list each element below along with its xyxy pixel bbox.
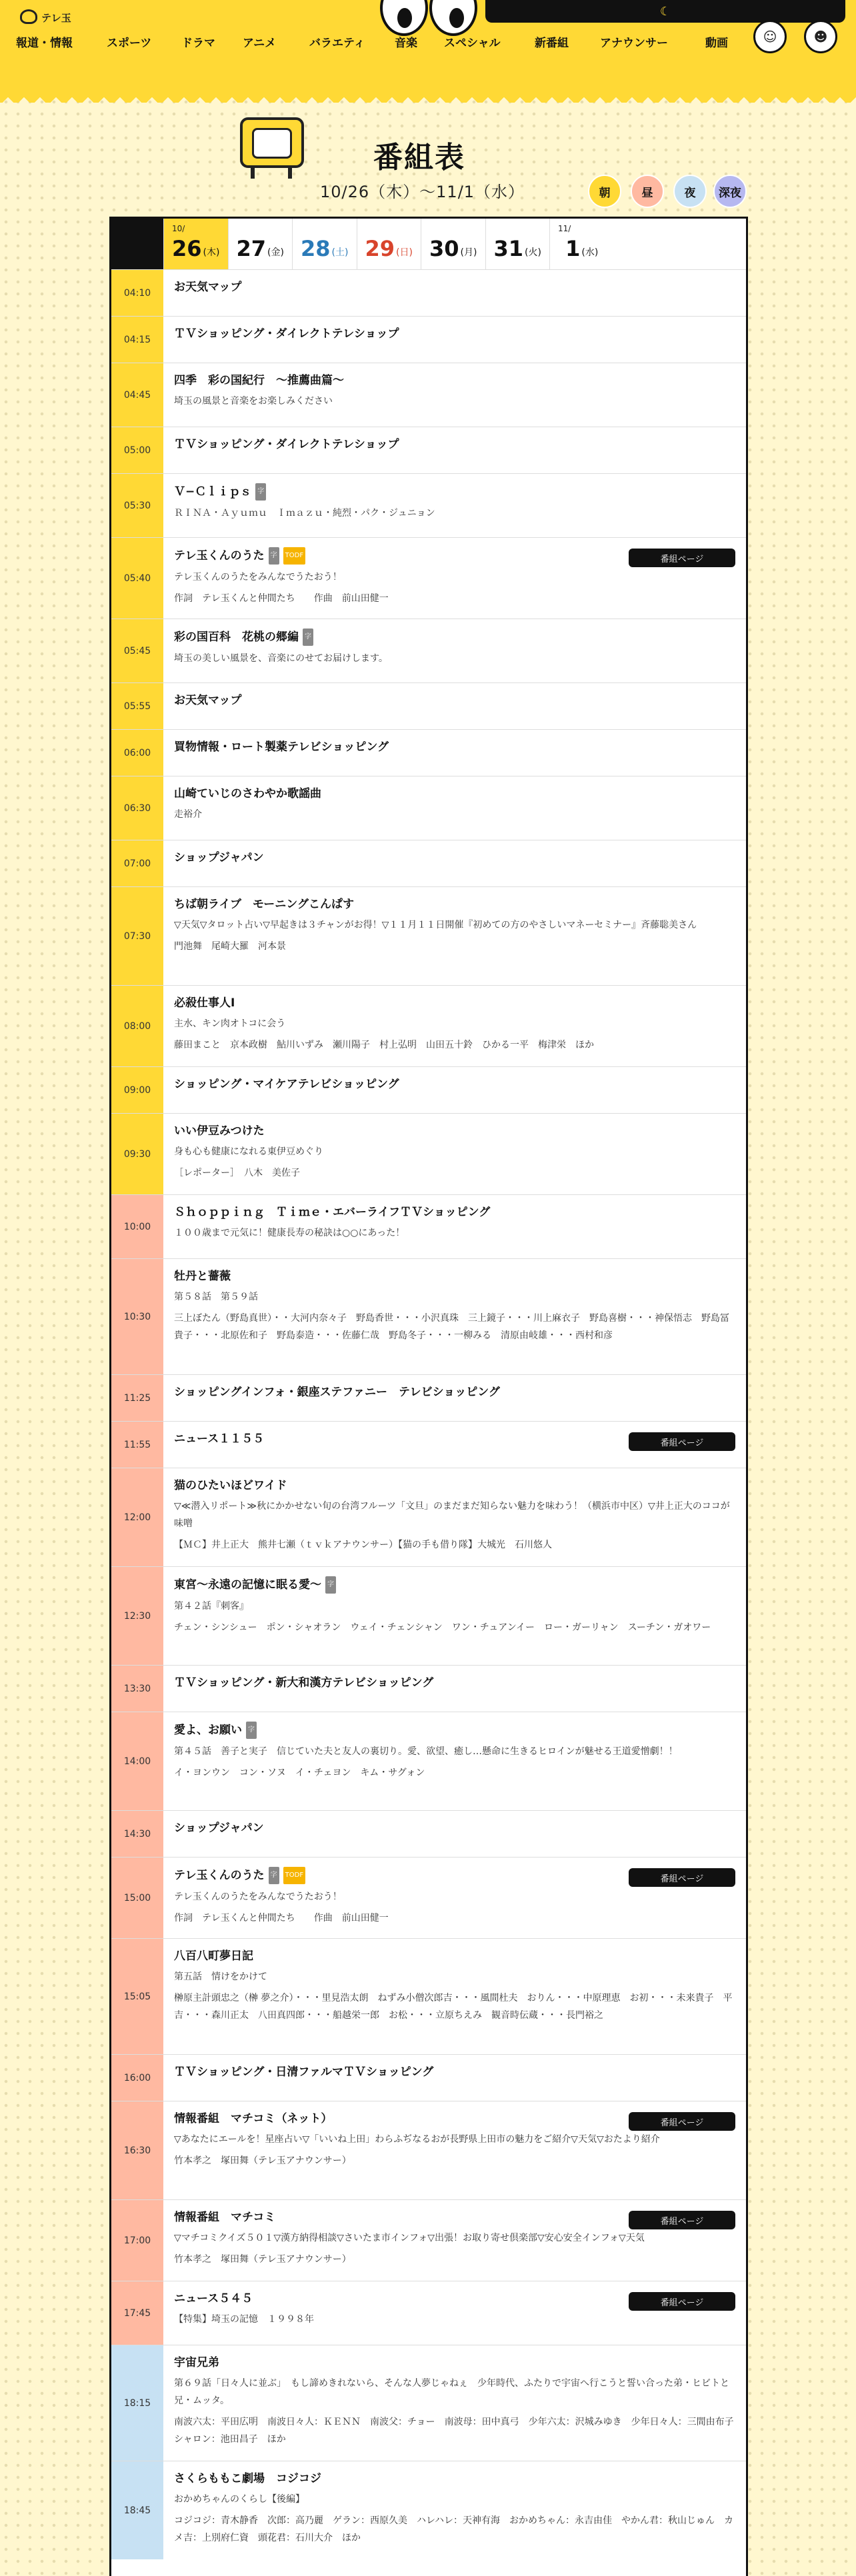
subtitle-badge: 字 [246, 1722, 257, 1739]
day-tab[interactable] [163, 219, 228, 269]
mascot-icon [20, 9, 37, 24]
program-time: 18:45 [111, 2461, 163, 2559]
program-row[interactable] [111, 2345, 746, 2461]
program-content [174, 373, 735, 410]
program-title[interactable]: 情報番組 マチコミ [174, 2211, 276, 2224]
program-title[interactable]: Ｖ−Ｃｌｉｐｓ 字 [174, 483, 735, 501]
program-time: 12:00 [111, 1468, 163, 1566]
program-page-button[interactable]: 番組ページ [629, 1432, 735, 1451]
program-title[interactable]: ＴＶショッピング・新大和漢方テレビショッピング [174, 1676, 434, 1690]
program-title[interactable]: 牡丹と薔薇 [174, 1270, 231, 1283]
day-tabs [111, 219, 746, 269]
program-time: 18:15 [111, 2345, 163, 2461]
program-time: 11:55 [111, 1422, 163, 1468]
program-description: ［レポーター］ 八木 美佐子 [174, 1168, 300, 1178]
nav-news[interactable]: 報道・情報 [16, 37, 73, 50]
program-page-button[interactable]: 番組ページ [629, 2112, 735, 2131]
program-description: 走裕介 [174, 809, 202, 820]
program-title[interactable]: Ｓｈｏｐｐｉｎｇ Ｔｉｍｅ・エバーライフＴＶショッピング [174, 1206, 491, 1219]
eye-left-icon [380, 0, 428, 36]
program-row[interactable] [111, 619, 746, 682]
nav-new-programs[interactable]: 新番組 [535, 37, 569, 50]
program-title[interactable]: 四季 彩の国紀行 〜推薦曲篇〜 [174, 374, 344, 387]
nav-drama[interactable]: ドラマ [181, 37, 215, 50]
program-title[interactable]: テレ玉くんのうた 字 TODF [174, 547, 735, 565]
program-row[interactable] [111, 2199, 746, 2281]
program-time: 06:00 [111, 730, 163, 776]
program-content [174, 2064, 735, 2080]
program-content [174, 2471, 735, 2547]
nav-special[interactable]: スペシャル [444, 37, 501, 50]
program-content [174, 850, 735, 866]
program-row[interactable] [111, 427, 746, 473]
tver-badge: TODF [283, 547, 305, 565]
program-row[interactable] [111, 1421, 746, 1468]
day-tab[interactable] [549, 219, 614, 269]
program-time: 17:00 [111, 2200, 163, 2281]
program-row[interactable] [111, 1066, 746, 1113]
program-page-button[interactable]: 番組ページ [629, 1868, 735, 1887]
program-time: 06:30 [111, 776, 163, 840]
program-title[interactable]: 彩の国百科 花桃の郷編 字 [174, 629, 735, 646]
program-content [174, 279, 735, 295]
program-content [174, 1576, 735, 1636]
program-page-button[interactable]: 番組ページ [629, 549, 735, 567]
program-time: 05:00 [111, 427, 163, 473]
nav-sports[interactable]: スポーツ [107, 37, 152, 50]
program-row[interactable] [111, 473, 746, 537]
program-description: おかめちゃんのくらし【後編】 [174, 2494, 305, 2505]
program-title[interactable]: 愛よ、お願い 字 [174, 1722, 735, 1739]
program-page-button[interactable]: 番組ページ [629, 2292, 735, 2311]
program-time: 05:30 [111, 474, 163, 537]
program-description: 第五話 情けをかけて [174, 1971, 267, 1982]
program-time: 12:30 [111, 1567, 163, 1665]
program-description: ▽≪潜入リポート≫秋にかかせない旬の台湾フルーツ「文旦」のまだまだ知らない魅力を味わう！（横浜市中区）▽井上正大のココが味噌 [174, 1501, 730, 1529]
program-title[interactable]: ＴＶショッピング・日清ファルマＴＶショッピング [174, 2065, 434, 2079]
program-description: 埼玉の風景と音楽をお楽しみください [174, 396, 333, 407]
program-title[interactable]: 買物情報・ロート製薬テレビショッピング [174, 740, 389, 754]
time-filter-button[interactable]: 夜 [673, 175, 707, 208]
day-tab-date: 26 [172, 236, 202, 261]
tab-corner [111, 219, 163, 269]
program-row[interactable] [111, 1810, 746, 1857]
program-description: チェン・シンシュー ポン・シャオラン ウェイ・チェンシャン ワン・チュアンイー ロー・ガーリャン スーチン・ガオワー [174, 1622, 711, 1633]
date-range: 10/26（木）〜11/1（水） [320, 183, 525, 201]
day-tab-weekday: (木) [203, 247, 220, 258]
program-description: コジコジ：青木静香 次郎：高乃麗 ゲラン：西原久美 ハレハレ：天神有海 おかめちゃん：永吉由佳 やかん君：秋山じゅん カメ吉：上別府仁資 頭花君：石川大介 ほか [174, 2515, 734, 2543]
program-row[interactable] [111, 1113, 746, 1194]
program-content [174, 326, 735, 342]
day-tab[interactable] [357, 219, 421, 269]
program-content [174, 739, 735, 755]
program-description: 第６９話「日々人に並ぶ」 もし諦めきれないら、そんな人夢じゃねぇ 少年時代、ふたりで宇宙へ行こうと誓い合った弟・ヒビトと兄・ムッタ。 [174, 2378, 729, 2406]
program-title[interactable]: 山崎ていじのさわやか歌謡曲 [174, 787, 321, 800]
program-title[interactable]: 猫のひたいほどワイド [174, 1479, 287, 1492]
program-description: テレ玉くんのうたをみんなでうたおう！ [174, 572, 342, 583]
program-row[interactable] [111, 1468, 746, 1566]
program-row[interactable] [111, 269, 746, 316]
program-description: 【特集】埼玉の記憶 １９９８年 [174, 2314, 314, 2325]
program-row[interactable] [111, 1566, 746, 1665]
program-description: １００歳まで元気に！健康長寿の秘訣は○○にあった！ [174, 1228, 405, 1238]
program-content [174, 995, 735, 1054]
program-content [174, 483, 735, 522]
program-content [174, 1204, 735, 1242]
time-filter-button[interactable]: 昼 [631, 175, 664, 208]
day-tab-weekday: (土) [331, 247, 349, 258]
program-description: 作詞 テレ玉くんと仲間たち 作曲 前山田健一 [174, 593, 389, 604]
moon-icon: ☾ [659, 4, 671, 19]
day-tab-weekday: (金) [267, 247, 284, 258]
program-time: 07:00 [111, 840, 163, 886]
program-content [174, 1820, 735, 1836]
program-row[interactable] [111, 886, 746, 985]
program-title[interactable]: ショッピングインフォ・銀座ステファニー テレビショッピング [174, 1386, 500, 1399]
subtitle-badge: 字 [325, 1576, 336, 1594]
program-row[interactable] [111, 1665, 746, 1712]
program-time: 14:30 [111, 1811, 163, 1857]
program-description: 第４２話『刺客』 [174, 1601, 249, 1612]
program-title[interactable]: ＴＶショッピング・ダイレクトテレショップ [174, 327, 399, 341]
program-description: 第４５話 善子と実子 信じていた夫と友人の裏切り。愛、欲望、癒し…懸命に生きるヒロインが魅せる王道愛憎劇！！ [174, 1746, 678, 1757]
day-tab[interactable] [421, 219, 485, 269]
subtitle-badge: 字 [269, 547, 279, 565]
day-tab-date: 29 [365, 236, 395, 261]
program-description: 榊原主計頭忠之（榊 夢之介）・・・里見浩太朗 ねずみ小僧次郎吉・・・風間杜夫 おりん・・・中原理恵 お初・・・未来貴子 平吉・・・森川正太 八田真四郎・・・船越栄一郎 お松・・・立原ちえみ 観音時伝蔵・・・長門裕之 [174, 1993, 733, 2021]
subtitle-badge: 字 [269, 1867, 279, 1884]
program-row[interactable] [111, 1374, 746, 1421]
program-description: 三上ぼたん（野島真世）・・大河内奈々子 野島香世・・・小沢真珠 三上鏡子・・・川上麻衣子 野島喜樹・・・神保悟志 野島冨貴子・・・北原佐和子 野島泰造・・・佐藤仁哉 野島冬子・・・一柳みる 清原由岐雄・・・西村和彦 [174, 1313, 729, 1341]
program-row[interactable] [111, 2281, 746, 2345]
program-title[interactable]: 八百八町夢日記 [174, 1949, 253, 1963]
program-title[interactable]: ＴＶショッピング・ダイレクトテレショップ [174, 438, 399, 451]
program-title[interactable]: 宇宙兄弟 [174, 2356, 219, 2369]
day-tab-date: 30 [429, 236, 459, 261]
program-description: 門池舞 尾崎大羅 河本景 [174, 941, 286, 952]
program-time: 09:00 [111, 1067, 163, 1113]
tver-badge: TODF [283, 1867, 305, 1884]
subtitle-badge: 字 [303, 629, 313, 646]
day-tab-date: 1 [565, 236, 581, 261]
program-title[interactable]: 必殺仕事人Ⅰ [174, 996, 235, 1010]
program-description: 主水、キン肉オトコに会う [174, 1018, 286, 1029]
program-time: 14:00 [111, 1712, 163, 1810]
day-tab-month: 10/ [172, 224, 185, 233]
program-time: 05:45 [111, 619, 163, 682]
program-content [174, 629, 735, 667]
program-title[interactable]: さくらももこ劇場 コジコジ [174, 2472, 321, 2485]
program-title[interactable]: お天気マップ [174, 281, 242, 294]
program-row[interactable] [111, 2101, 746, 2199]
program-row[interactable] [111, 729, 746, 776]
program-content [174, 1478, 735, 1554]
program-title[interactable]: ちば朝ライブ モーニングこんぱす [174, 898, 354, 911]
program-title[interactable]: ショップジャパン [174, 851, 264, 864]
program-time: 10:30 [111, 1259, 163, 1374]
program-description: 藤田まこと 京本政樹 鮎川いずみ 瀬川陽子 村上弘明 山田五十鈴 ひかる一平 梅津栄 ほか [174, 1040, 594, 1050]
program-time: 05:55 [111, 683, 163, 729]
program-time: 09:30 [111, 1114, 163, 1194]
program-title[interactable]: 情報番組 マチコミ（ネット） [174, 2112, 333, 2125]
program-row[interactable] [111, 2054, 746, 2101]
program-description: イ・ヨンウン コン・ソヌ イ・チェヨン キム・サグォン [174, 1768, 425, 1778]
program-description: ▽マチコミクイズ５０１▽漢方納得相談▽さいたま市インフォ▽出張！お取り寄せ倶楽部▽安心安全インフォ▽天気 [174, 2233, 645, 2243]
program-content [174, 2355, 743, 2448]
mascot-character-icon[interactable]: ☻ [804, 20, 837, 53]
main-nav [16, 33, 749, 49]
program-description: 作詞 テレ玉くんと仲間たち 作曲 前山田健一 [174, 1913, 389, 1924]
nav-videos[interactable]: 動画 [705, 37, 728, 50]
program-time: 15:05 [111, 1939, 163, 2054]
program-content [174, 1675, 735, 1691]
program-description: 第５８話 第５９話 [174, 1292, 258, 1302]
program-title[interactable]: ニュース５４５ [174, 2292, 253, 2305]
program-row[interactable] [111, 2461, 746, 2559]
program-row[interactable] [111, 1712, 746, 1810]
program-content [174, 896, 735, 955]
program-description: 埼玉の美しい風景を、音楽にのせてお届けします。 [174, 653, 388, 664]
site-header [0, 0, 856, 97]
program-title[interactable]: ショップジャパン [174, 1822, 264, 1835]
day-tab-date: 27 [236, 236, 267, 261]
program-title[interactable]: テレ玉くんのうた 字 TODF [174, 1867, 735, 1884]
program-row[interactable] [111, 985, 746, 1066]
program-description: 【ＭＣ】井上正大 熊井七瀬（ｔｖｋアナウンサー）【猫の手も借り隊】大城光 石川悠人 [174, 1540, 552, 1550]
time-filter-button[interactable]: 朝 [588, 175, 621, 208]
nav-anime[interactable]: アニメ [243, 37, 277, 50]
program-description: ▽天気▽タロット占い▽早起きは３チャンがお得！▽１１月１１日開催『初めての方のやさしいマネーセミナー』斉藤聡美さん [174, 920, 697, 930]
program-time: 16:00 [111, 2055, 163, 2101]
nav-music[interactable]: 音楽 [395, 37, 417, 50]
program-row[interactable] [111, 1857, 746, 1938]
program-time: 04:15 [111, 317, 163, 363]
program-content [174, 1268, 735, 1344]
day-tab-weekday: (火) [525, 247, 541, 258]
program-time: 04:45 [111, 363, 163, 427]
program-row[interactable] [111, 1258, 746, 1374]
day-tab-weekday: (日) [396, 247, 413, 258]
day-tab[interactable] [228, 219, 293, 269]
program-description: 身も心も健康になれる東伊豆めぐり [174, 1146, 323, 1157]
program-title[interactable]: お天気マップ [174, 694, 242, 707]
program-title[interactable]: ニュース１１５５ [174, 1432, 265, 1446]
time-filter-button[interactable]: 深夜 [713, 175, 747, 208]
program-time: 08:00 [111, 986, 163, 1066]
program-time: 05:40 [111, 538, 163, 619]
program-content [174, 1948, 735, 2024]
program-time: 17:45 [111, 2281, 163, 2345]
program-description: 竹本孝之 塚田舞（テレ玉アナウンサー） [174, 2155, 351, 2166]
program-description: テレ玉くんのうたをみんなでうたおう！ [174, 1892, 342, 1902]
search-bar[interactable] [485, 0, 845, 23]
program-row[interactable] [111, 1938, 746, 2054]
program-description: 竹本孝之 塚田舞（テレ玉アナウンサー） [174, 2254, 351, 2265]
program-page-button[interactable]: 番組ページ [629, 2211, 735, 2229]
program-description: 南波六太：平田広明 南波日々人：ＫＥＮＮ 南波父：チョー 南波母：田中真弓 少年六太：沢城みゆき 少年日々人：三間由布子 シャロン：池田昌子 ほか [174, 2417, 743, 2445]
header-zigzag-divider [0, 92, 856, 103]
page-title: 番組表 [373, 141, 465, 175]
program-content [174, 437, 735, 453]
program-time: 10:00 [111, 1195, 163, 1258]
nav-announcers[interactable]: アナウンサー [600, 37, 668, 50]
program-row[interactable] [111, 776, 746, 840]
day-tab[interactable] [485, 219, 550, 269]
subtitle-badge: 字 [255, 483, 266, 501]
program-content [174, 1123, 735, 1182]
program-row[interactable] [111, 1194, 746, 1258]
nav-variety[interactable]: バラエティ [309, 37, 365, 50]
program-time: 07:30 [111, 887, 163, 985]
program-description: ▽あなたにエールを！星座占い▽「いいね上田」わらふぢなるおが長野県上田市の魅力をご紹介▽天気▽おたより紹介 [174, 2134, 660, 2145]
program-row[interactable] [111, 316, 746, 363]
day-tab-weekday: (水) [581, 247, 599, 258]
day-tab-date: 28 [301, 236, 331, 261]
program-title[interactable]: 東宮〜永遠の記憶に眠る愛〜 字 [174, 1576, 735, 1594]
program-content [174, 1076, 735, 1092]
tv-mascot-icon [235, 112, 309, 179]
program-row[interactable] [111, 840, 746, 886]
program-description: ＲＩＮＡ・Ａｙｕｍｕ Ｉｍａｚｕ・純烈・パク・ジュニョン [174, 508, 435, 519]
program-row[interactable] [111, 363, 746, 427]
program-time: 15:00 [111, 1858, 163, 1938]
mascot-face-icon[interactable]: ☺ [753, 20, 787, 53]
mascot-eyes-illustration [379, 0, 479, 37]
program-content [174, 1384, 735, 1400]
program-content [174, 786, 735, 823]
program-content [174, 1722, 735, 1782]
day-tab-date: 31 [493, 236, 524, 261]
program-row[interactable] [111, 537, 746, 619]
eye-right-icon [429, 0, 477, 36]
program-time: 16:30 [111, 2101, 163, 2199]
program-time: 11:25 [111, 1375, 163, 1421]
day-tab-weekday: (月) [460, 247, 477, 258]
day-tab-month: 11/ [558, 224, 571, 233]
program-row[interactable] [111, 682, 746, 729]
logo-text: テレ玉 [41, 12, 71, 24]
program-time: 04:10 [111, 270, 163, 316]
program-title[interactable]: いい伊豆みつけた [174, 1124, 265, 1138]
day-tab[interactable] [292, 219, 357, 269]
program-title[interactable]: ショッピング・マイケアテレビショッピング [174, 1078, 399, 1091]
program-time: 13:30 [111, 1666, 163, 1712]
program-content [174, 692, 735, 708]
schedule-table [109, 217, 748, 2576]
